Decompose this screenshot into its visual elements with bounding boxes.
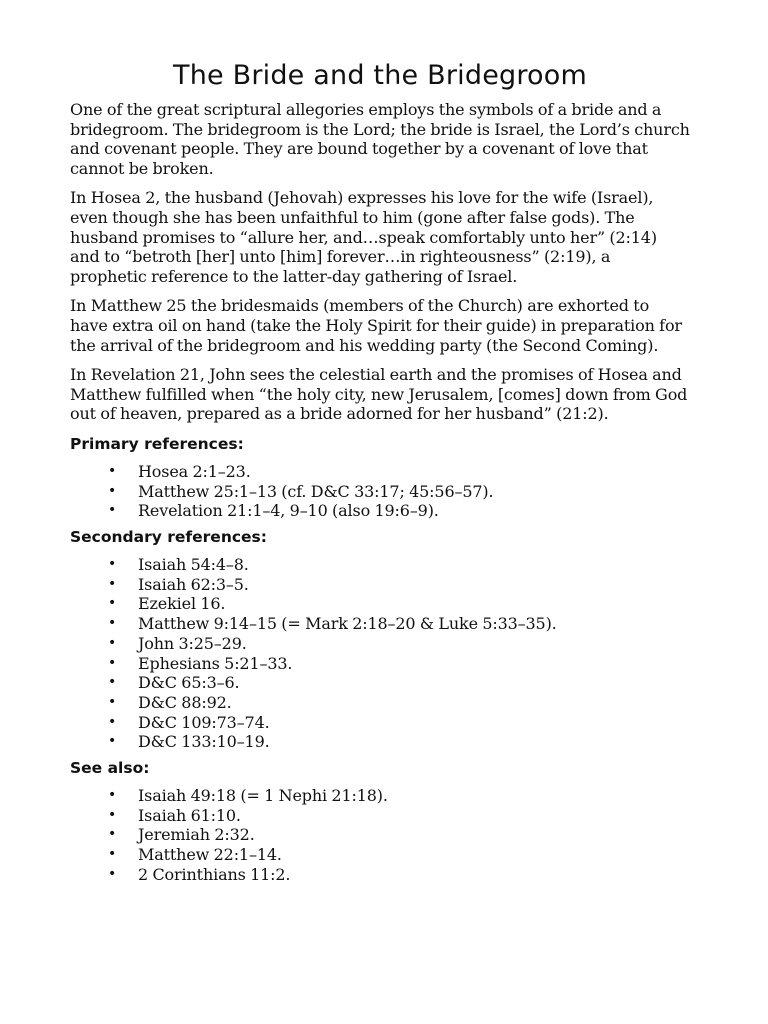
see-also-list — [70, 786, 690, 885]
list-item-text: D&C 88:92. — [138, 692, 232, 712]
list-item — [70, 654, 690, 674]
list-item — [70, 713, 690, 733]
list-item-text: John 3:25–29. — [138, 633, 247, 653]
list-item — [70, 594, 690, 614]
list-item — [70, 786, 690, 806]
list-item — [70, 845, 690, 865]
primary-references-heading: Primary references: — [70, 434, 244, 453]
list-item — [70, 865, 690, 885]
bullet-icon: • — [108, 462, 117, 479]
list-item-text: Ephesians 5:21–33. — [138, 653, 293, 673]
list-item — [70, 614, 690, 634]
bullet-icon: • — [108, 615, 117, 632]
list-item — [70, 806, 690, 826]
bullet-icon: • — [108, 654, 117, 671]
bullet-icon: • — [108, 595, 117, 612]
bullet-icon: • — [108, 733, 117, 750]
bullet-icon: • — [108, 846, 117, 863]
bullet-icon: • — [108, 865, 117, 882]
secondary-references-list — [70, 555, 690, 752]
bullet-icon: • — [108, 575, 117, 592]
secondary-references-heading: Secondary references: — [70, 528, 267, 547]
list-item — [70, 575, 690, 595]
list-item-text: Hosea 2:1–23. — [138, 461, 251, 481]
page-title: The Bride and the Bridegroom — [173, 60, 587, 91]
list-item-text: Matthew 22:1–14. — [138, 845, 282, 865]
bullet-icon: • — [108, 674, 117, 691]
list-item-text: Ezekiel 16. — [138, 594, 226, 614]
bullet-icon: • — [108, 806, 117, 823]
list-item-text: D&C 109:73–74. — [138, 712, 270, 732]
list-item — [70, 693, 690, 713]
intro-paragraph: One of the great scriptural allegories employs the symbols of a bride and a bridegroom. The bridegroom is the Lord; the bride is Israel, the Lord’s church and covenant people. They are bound together by a covenant of love that cannot be broken. — [70, 100, 690, 178]
list-item — [70, 501, 690, 521]
list-item-text: Isaiah 49:18 (= 1 Nephi 21:18). — [138, 786, 388, 806]
list-item-text: Revelation 21:1–4, 9–10 (also 19:6–9). — [138, 501, 439, 521]
document-page — [70, 58, 690, 891]
list-item-text: 2 Corinthians 11:2. — [138, 864, 291, 884]
bullet-icon: • — [108, 634, 117, 651]
list-item-text: Matthew 9:14–15 (= Mark 2:18–20 & Luke 5:33–35). — [138, 614, 557, 634]
list-item-text: D&C 133:10–19. — [138, 732, 270, 752]
list-item — [70, 555, 690, 575]
list-item — [70, 634, 690, 654]
bullet-icon: • — [108, 713, 117, 730]
revelation-paragraph: In Revelation 21, John sees the celestial earth and the promises of Hosea and Matthew fulfilled when “the holy city, new Jerusalem, [comes] down from God out of heaven, prepared as a bride adorned for her husband” (21:2). — [70, 365, 688, 424]
list-item-text: Matthew 25:1–13 (cf. D&C 33:17; 45:56–57). — [138, 481, 494, 501]
bullet-icon: • — [108, 502, 117, 519]
bullet-icon: • — [108, 482, 117, 499]
see-also-heading: See also: — [70, 759, 150, 778]
bullet-icon: • — [108, 556, 117, 573]
list-item — [70, 482, 690, 502]
list-item-text: Isaiah 62:3–5. — [138, 574, 249, 594]
list-item — [70, 732, 690, 752]
hosea-paragraph: In Hosea 2, the husband (Jehovah) expresses his love for the wife (Israel), even though she has been unfaithful to him (gone after false gods). The husband promises to “allure her, and…speak comfortably unto her” (2:14) and to “betroth [her] unto [him] forever…in righteousness” (2:19), a prophetic reference to the latter-day gathering of Israel. — [70, 188, 657, 286]
bullet-icon: • — [108, 787, 117, 804]
list-item-text: Jeremiah 2:32. — [138, 825, 255, 845]
bullet-icon: • — [108, 693, 117, 710]
matthew-paragraph: In Matthew 25 the bridesmaids (members of the Church) are exhorted to have extra oil on hand (take the Holy Spirit for their guide) in preparation for the arrival of the bridegroom and his wedding party (the Second Coming). — [70, 296, 682, 355]
list-item — [70, 673, 690, 693]
list-item-text: Isaiah 61:10. — [138, 805, 241, 825]
list-item — [70, 825, 690, 845]
list-item-text: D&C 65:3–6. — [138, 673, 240, 693]
list-item-text: Isaiah 54:4–8. — [138, 555, 249, 575]
bullet-icon: • — [108, 826, 117, 843]
list-item — [70, 462, 690, 482]
primary-references-list — [70, 462, 690, 521]
